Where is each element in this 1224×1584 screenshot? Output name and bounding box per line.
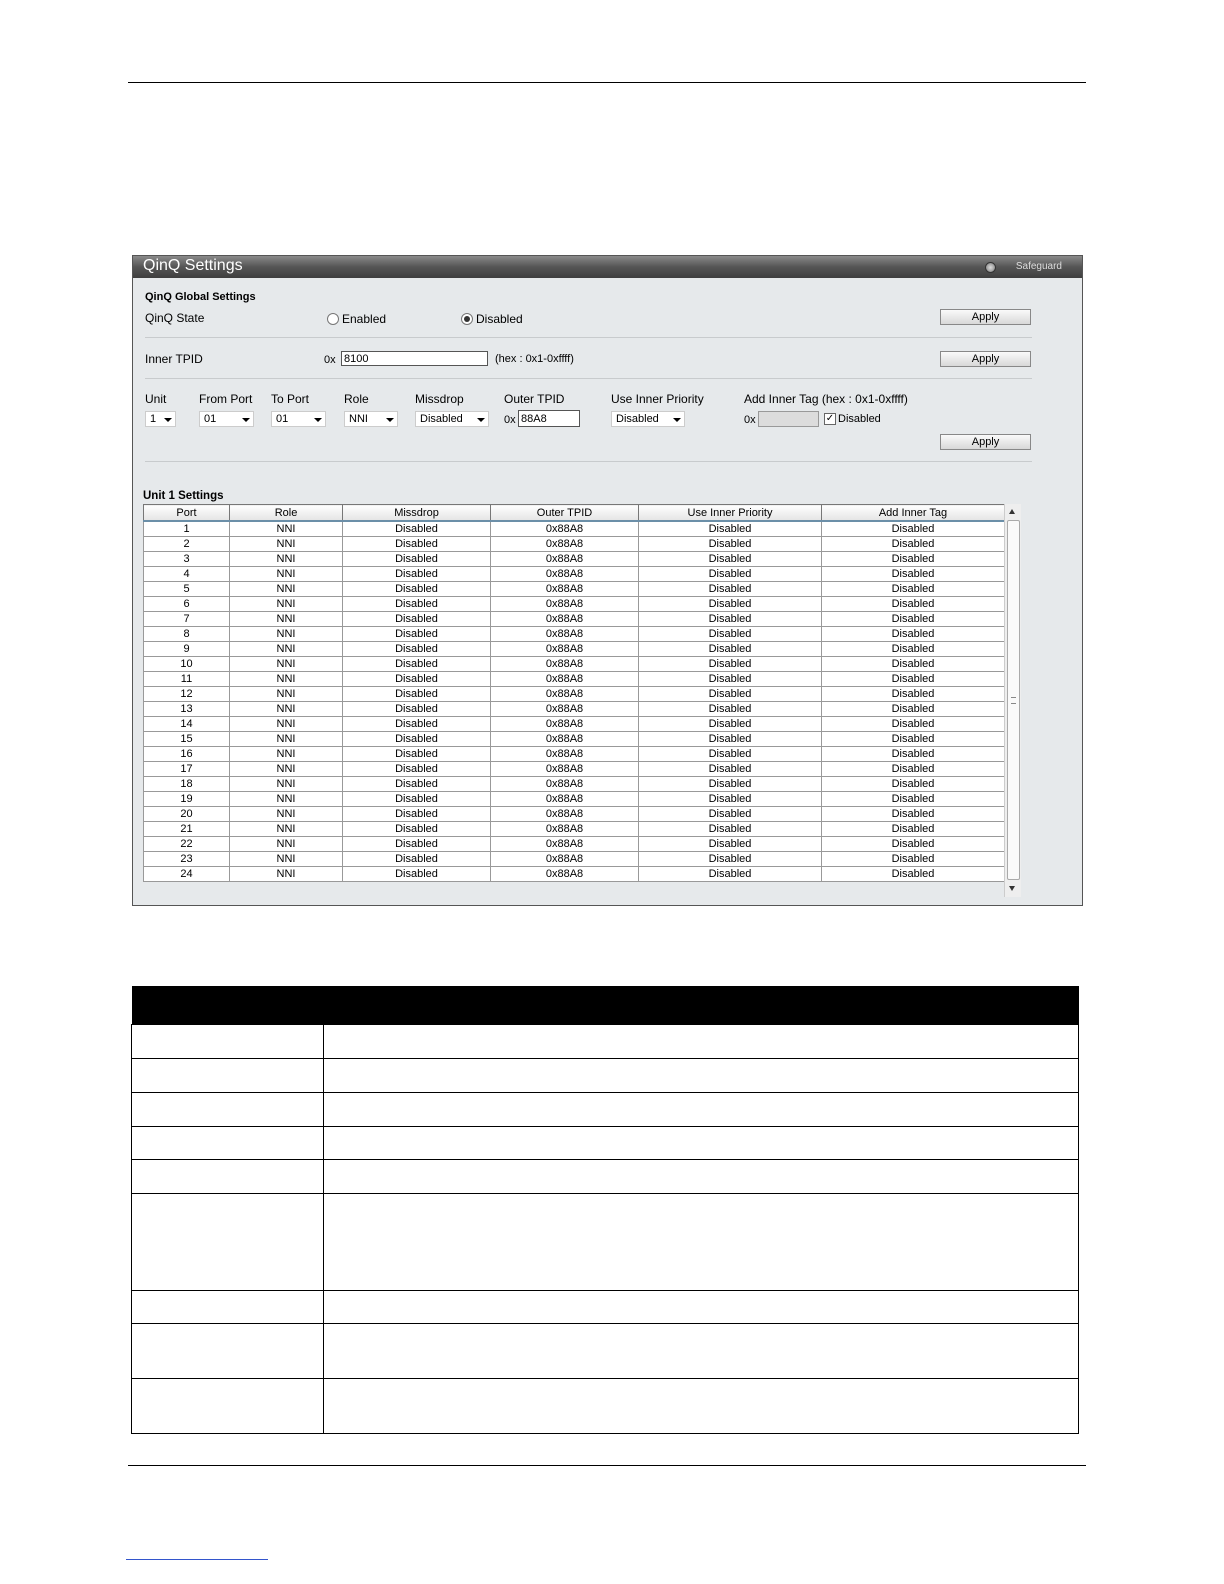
table-cell: Disabled — [639, 702, 822, 717]
add-inner-tag-prefix: 0x — [744, 414, 756, 426]
add-inner-tag-input[interactable] — [758, 411, 819, 427]
table-cell: 20 — [144, 807, 230, 822]
window-title: QinQ Settings — [143, 257, 243, 274]
table-cell: 0x88A8 — [491, 702, 639, 717]
grip-icon — [1011, 697, 1016, 704]
table-cell: Disabled — [639, 597, 822, 612]
col-outer-tpid: Outer TPID — [491, 505, 639, 522]
table-cell: Disabled — [343, 702, 491, 717]
desc-cell — [132, 1059, 324, 1093]
table-cell: Disabled — [822, 612, 1005, 627]
table-cell: 0x88A8 — [491, 867, 639, 882]
table-cell: Disabled — [343, 777, 491, 792]
table-cell: Disabled — [343, 747, 491, 762]
inner-tpid-apply-button[interactable]: Apply — [940, 351, 1031, 367]
add-inner-tag-checkbox-label: Disabled — [838, 413, 881, 425]
table-cell: NNI — [230, 732, 343, 747]
table-cell: 0x88A8 — [491, 732, 639, 747]
qinq-enabled-radio[interactable] — [327, 313, 339, 325]
table-cell: NNI — [230, 687, 343, 702]
table-row — [144, 747, 1005, 762]
to-port-label: To Port — [271, 392, 310, 406]
table-cell: Disabled — [639, 672, 822, 687]
table-cell: Disabled — [822, 597, 1005, 612]
separator — [145, 378, 1032, 379]
table-cell: NNI — [230, 837, 343, 852]
table-cell: NNI — [230, 642, 343, 657]
table-cell: NNI — [230, 627, 343, 642]
table-cell: NNI — [230, 852, 343, 867]
desc-cell — [132, 1379, 324, 1434]
table-cell: 2 — [144, 537, 230, 552]
desc-cell — [132, 1194, 324, 1291]
missdrop-label: Missdrop — [415, 392, 464, 406]
table-cell: Disabled — [343, 762, 491, 777]
table-cell: Disabled — [639, 567, 822, 582]
table-row — [144, 657, 1005, 672]
table-cell: NNI — [230, 747, 343, 762]
desc-cell — [132, 1324, 324, 1379]
scroll-thumb[interactable] — [1007, 520, 1020, 880]
table-scrollbar[interactable] — [1004, 504, 1021, 897]
table-cell: Disabled — [639, 582, 822, 597]
table-cell: Disabled — [822, 717, 1005, 732]
table-cell: 0x88A8 — [491, 807, 639, 822]
unit-label: Unit — [145, 392, 167, 406]
table-cell: Disabled — [822, 567, 1005, 582]
table-cell: Disabled — [822, 521, 1005, 537]
table-cell: 18 — [144, 777, 230, 792]
table-cell: 10 — [144, 657, 230, 672]
desc-cell — [324, 1025, 1079, 1059]
col-add-inner-tag: Add Inner Tag — [822, 505, 1005, 522]
table-row — [144, 717, 1005, 732]
desc-cell — [324, 1093, 1079, 1127]
table-cell: Disabled — [639, 867, 822, 882]
table-cell: NNI — [230, 717, 343, 732]
inner-tpid-label: Inner TPID — [145, 352, 203, 366]
inner-tpid-prefix: 0x — [324, 354, 336, 366]
header-rule — [128, 82, 1086, 83]
table-cell: Disabled — [639, 837, 822, 852]
table-cell: Disabled — [343, 852, 491, 867]
to-port-select[interactable] — [271, 411, 326, 427]
table-row — [144, 777, 1005, 792]
table-cell: NNI — [230, 792, 343, 807]
table-row — [144, 552, 1005, 567]
table-cell: NNI — [230, 612, 343, 627]
table-cell: Disabled — [822, 537, 1005, 552]
table-cell: 0x88A8 — [491, 672, 639, 687]
table-cell: Disabled — [822, 792, 1005, 807]
table-cell: 0x88A8 — [491, 521, 639, 537]
table-cell: 11 — [144, 672, 230, 687]
role-select[interactable] — [344, 411, 398, 427]
table-cell: Disabled — [822, 732, 1005, 747]
chevron-down-icon — [242, 418, 250, 422]
table-cell: Disabled — [343, 657, 491, 672]
table-cell: 22 — [144, 837, 230, 852]
table-cell: Disabled — [822, 642, 1005, 657]
table-cell: Disabled — [822, 702, 1005, 717]
table-cell: NNI — [230, 657, 343, 672]
table-cell: Disabled — [822, 777, 1005, 792]
table-row — [144, 807, 1005, 822]
scroll-up-icon[interactable] — [1009, 509, 1015, 514]
table-cell: 0x88A8 — [491, 582, 639, 597]
table-cell: Disabled — [639, 521, 822, 537]
table-cell: Disabled — [343, 732, 491, 747]
chevron-down-icon — [477, 418, 485, 422]
unit-settings-table — [143, 504, 1004, 882]
col-missdrop: Missdrop — [343, 505, 491, 522]
table-row — [144, 612, 1005, 627]
table-cell: NNI — [230, 672, 343, 687]
table-cell: 0x88A8 — [491, 642, 639, 657]
desc-cell — [324, 1194, 1079, 1291]
table-cell: 13 — [144, 702, 230, 717]
table-cell: NNI — [230, 807, 343, 822]
add-inner-tag-checkbox[interactable]: ✓ — [825, 413, 835, 424]
table-cell: 0x88A8 — [491, 747, 639, 762]
table-row — [144, 627, 1005, 642]
safeguard-label: Safeguard — [1015, 261, 1062, 272]
table-cell: NNI — [230, 552, 343, 567]
desc-cell — [324, 1324, 1079, 1379]
table-row — [144, 732, 1005, 747]
chevron-down-icon — [164, 418, 172, 422]
table-cell: 1 — [144, 521, 230, 537]
table-cell: Disabled — [343, 521, 491, 537]
desc-cell — [132, 1127, 324, 1160]
table-cell: Disabled — [822, 657, 1005, 672]
table-row — [144, 642, 1005, 657]
table-cell: 0x88A8 — [491, 567, 639, 582]
table-cell: Disabled — [343, 642, 491, 657]
table-cell: Disabled — [639, 792, 822, 807]
table-cell: NNI — [230, 777, 343, 792]
desc-cell — [132, 1025, 324, 1059]
table-cell: Disabled — [343, 672, 491, 687]
window-titlebar — [133, 256, 1082, 278]
qinq-disabled-radio[interactable] — [461, 313, 473, 325]
table-cell: Disabled — [639, 717, 822, 732]
chevron-down-icon — [314, 418, 322, 422]
table-cell: Disabled — [822, 552, 1005, 567]
table-row — [144, 792, 1005, 807]
table-cell: 24 — [144, 867, 230, 882]
table-cell: Disabled — [343, 612, 491, 627]
desc-cell — [324, 1127, 1079, 1160]
table-cell: NNI — [230, 867, 343, 882]
outer-tpid-input[interactable]: 88A8 — [518, 410, 580, 427]
table-cell: Disabled — [639, 627, 822, 642]
table-cell: 17 — [144, 762, 230, 777]
unit-select[interactable] — [145, 411, 176, 427]
table-cell: 0x88A8 — [491, 777, 639, 792]
desc-cell — [132, 1291, 324, 1324]
table-cell: Disabled — [343, 567, 491, 582]
table-cell: NNI — [230, 597, 343, 612]
chevron-down-icon — [673, 418, 681, 422]
table-cell: Disabled — [639, 762, 822, 777]
table-cell: Disabled — [822, 747, 1005, 762]
table-cell: 0x88A8 — [491, 537, 639, 552]
table-cell: 15 — [144, 732, 230, 747]
unit-select-value: 1 — [150, 413, 157, 425]
parameter-description-table — [131, 986, 1079, 1434]
table-cell: 21 — [144, 822, 230, 837]
global-settings-title: QinQ Global Settings — [145, 291, 256, 303]
role-label: Role — [344, 392, 369, 406]
table-cell: Disabled — [822, 582, 1005, 597]
inner-tpid-hint: (hex : 0x1-0xffff) — [495, 353, 574, 365]
missdrop-select-value: Disabled — [420, 413, 463, 425]
table-cell: 0x88A8 — [491, 657, 639, 672]
role-select-value: NNI — [349, 413, 368, 425]
table-cell: 7 — [144, 612, 230, 627]
table-cell: Disabled — [822, 837, 1005, 852]
table-cell: NNI — [230, 582, 343, 597]
table-cell: 5 — [144, 582, 230, 597]
table-cell: Disabled — [822, 627, 1005, 642]
table-cell: Disabled — [822, 822, 1005, 837]
table-cell: 0x88A8 — [491, 837, 639, 852]
col-role: Role — [230, 505, 343, 522]
table-row — [144, 537, 1005, 552]
table-row — [144, 672, 1005, 687]
table-cell: Disabled — [639, 747, 822, 762]
table-row — [144, 702, 1005, 717]
desc-cell — [324, 1059, 1079, 1093]
table-cell: Disabled — [639, 537, 822, 552]
unit-settings-title: Unit 1 Settings — [143, 490, 224, 502]
table-cell: Disabled — [343, 867, 491, 882]
desc-cell — [132, 1160, 324, 1194]
table-row — [144, 521, 1005, 537]
table-cell: Disabled — [822, 672, 1005, 687]
table-row — [144, 567, 1005, 582]
table-cell: 0x88A8 — [491, 687, 639, 702]
table-cell: Disabled — [343, 582, 491, 597]
from-port-label: From Port — [199, 392, 253, 406]
scroll-down-icon[interactable] — [1009, 886, 1015, 891]
table-row — [144, 852, 1005, 867]
table-row — [144, 762, 1005, 777]
table-cell: Disabled — [343, 807, 491, 822]
table-cell: Disabled — [343, 792, 491, 807]
table-cell: 0x88A8 — [491, 627, 639, 642]
table-cell: NNI — [230, 567, 343, 582]
table-cell: 4 — [144, 567, 230, 582]
table-cell: Disabled — [639, 552, 822, 567]
inner-tpid-input[interactable]: 8100 — [341, 351, 488, 366]
table-cell: Disabled — [639, 687, 822, 702]
table-cell: Disabled — [822, 867, 1005, 882]
table-row — [144, 597, 1005, 612]
chevron-down-icon — [386, 418, 394, 422]
table-cell: Disabled — [343, 717, 491, 732]
table-cell: Disabled — [639, 657, 822, 672]
port-settings-apply-button[interactable]: Apply — [940, 434, 1031, 450]
use-inner-priority-label: Use Inner Priority — [611, 392, 704, 406]
table-cell: Disabled — [822, 762, 1005, 777]
table-cell: Disabled — [639, 807, 822, 822]
table-cell: Disabled — [343, 537, 491, 552]
table-cell: 14 — [144, 717, 230, 732]
table-cell: 0x88A8 — [491, 852, 639, 867]
qinq-settings-window — [132, 255, 1083, 906]
table-cell: Disabled — [343, 627, 491, 642]
table-cell: NNI — [230, 537, 343, 552]
from-port-select[interactable] — [199, 411, 254, 427]
outer-tpid-prefix: 0x — [504, 414, 516, 426]
table-row — [144, 822, 1005, 837]
use-inner-priority-select-value: Disabled — [616, 413, 659, 425]
qinq-enabled-label: Enabled — [342, 312, 387, 326]
table-cell: 6 — [144, 597, 230, 612]
table-cell: 16 — [144, 747, 230, 762]
qinq-state-apply-button[interactable]: Apply — [940, 309, 1031, 325]
table-cell: Disabled — [343, 822, 491, 837]
table-cell: Disabled — [343, 837, 491, 852]
from-port-select-value: 01 — [204, 413, 217, 425]
qinq-state-label: QinQ State — [145, 311, 205, 325]
table-cell: Disabled — [822, 852, 1005, 867]
desc-cell — [324, 1160, 1079, 1194]
col-use-inner-priority: Use Inner Priority — [639, 505, 822, 522]
table-cell: 0x88A8 — [491, 717, 639, 732]
table-cell: NNI — [230, 822, 343, 837]
table-cell: Disabled — [822, 687, 1005, 702]
table-cell: 0x88A8 — [491, 822, 639, 837]
outer-tpid-label: Outer TPID — [504, 392, 565, 406]
table-cell: NNI — [230, 702, 343, 717]
table-row — [144, 867, 1005, 882]
missdrop-select[interactable] — [415, 411, 489, 427]
table-cell: NNI — [230, 762, 343, 777]
add-inner-tag-label: Add Inner Tag (hex : 0x1-0xffff) — [744, 392, 908, 406]
table-cell: 8 — [144, 627, 230, 642]
table-cell: 9 — [144, 642, 230, 657]
table-cell: 12 — [144, 687, 230, 702]
table-row — [144, 687, 1005, 702]
separator — [145, 461, 1032, 462]
table-cell: NNI — [230, 521, 343, 537]
table-cell: Disabled — [639, 822, 822, 837]
table-cell: 0x88A8 — [491, 792, 639, 807]
table-cell: 0x88A8 — [491, 552, 639, 567]
safeguard-icon — [985, 262, 996, 273]
table-cell: Disabled — [343, 552, 491, 567]
table-cell: Disabled — [822, 807, 1005, 822]
footer-rule — [128, 1465, 1086, 1466]
unit-settings-table-container — [143, 504, 1004, 897]
desc-cell — [324, 1291, 1079, 1324]
table-cell: 0x88A8 — [491, 762, 639, 777]
table-cell: 0x88A8 — [491, 597, 639, 612]
table-cell: Disabled — [639, 852, 822, 867]
use-inner-priority-select[interactable] — [611, 411, 685, 427]
desc-table-header — [132, 986, 1079, 1025]
qinq-disabled-label: Disabled — [476, 312, 523, 326]
desc-cell — [132, 1093, 324, 1127]
table-cell: Disabled — [343, 687, 491, 702]
separator — [145, 337, 1032, 338]
table-cell: 3 — [144, 552, 230, 567]
table-row — [144, 582, 1005, 597]
table-cell: Disabled — [343, 597, 491, 612]
to-port-select-value: 01 — [276, 413, 289, 425]
table-row — [144, 837, 1005, 852]
desc-cell — [324, 1379, 1079, 1434]
table-cell: 0x88A8 — [491, 612, 639, 627]
table-cell: 23 — [144, 852, 230, 867]
footer-link-underline — [126, 1559, 268, 1560]
table-cell: Disabled — [639, 732, 822, 747]
table-cell: Disabled — [639, 777, 822, 792]
table-cell: Disabled — [639, 612, 822, 627]
col-port: Port — [144, 505, 230, 522]
table-cell: 19 — [144, 792, 230, 807]
table-cell: Disabled — [639, 642, 822, 657]
